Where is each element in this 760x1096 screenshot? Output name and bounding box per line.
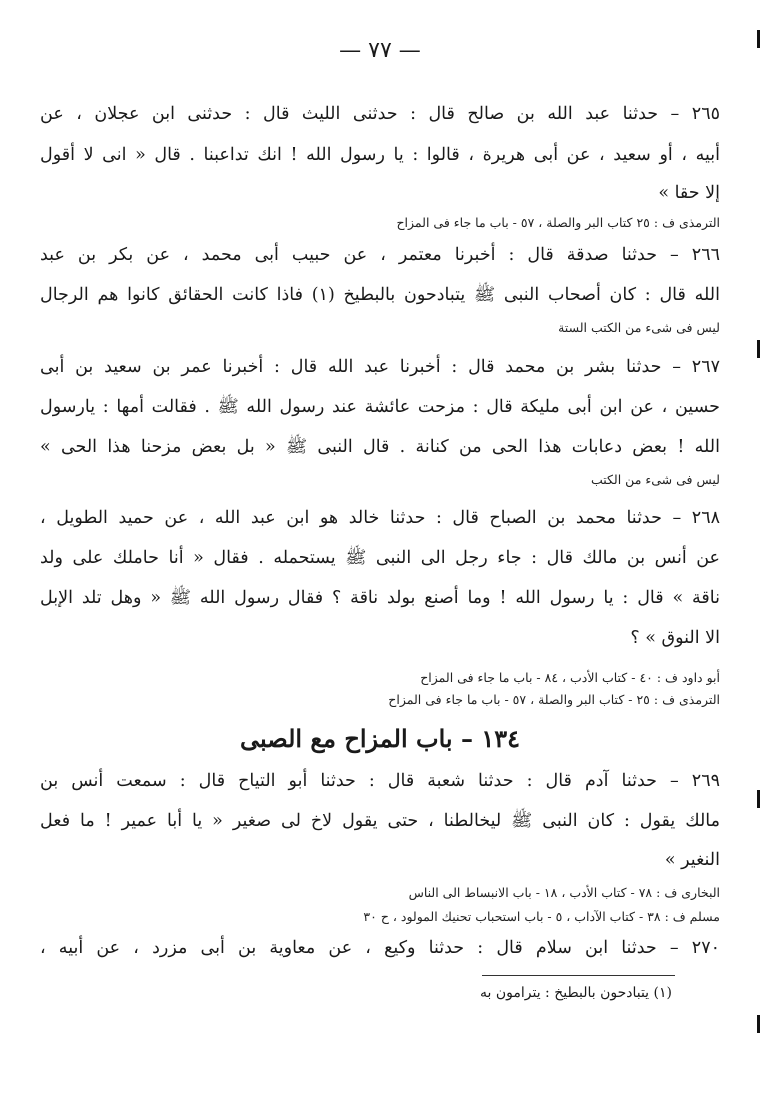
hadith-267-line-1: ٢٦٧ – حدثنا بشر بن محمد قال : أخبرنا عبد الله قال : أخبرنا عمر بن سعيد بن أبى: [40, 357, 720, 377]
hadith-267-line-3: الله ! بعض دعابات هذا الحى من كنانة . قال النبى ﷺ « بل بعض مزحنا هذا الحى »: [40, 437, 720, 457]
source-reference: الترمذى ف : ٢٥ - كتاب البر والصلة ، ٥٧ - باب ما جاء فى المزاح: [388, 692, 720, 707]
hadith-266-line-1: ٢٦٦ – حدثنا صدقة قال : أخبرنا معتمر ، عن حبيب أبى محمد ، عن بكر بن عبد: [40, 245, 720, 265]
hadith-265-line-2: أبيه ، أو سعيد ، عن أبى هريرة ، قالوا : يا رسول الله ! انك تداعبنا . قال « انى لا أقول: [40, 145, 720, 165]
chapter-heading: ١٣٤ – باب المزاح مع الصبى: [240, 724, 520, 753]
hadith-270-line-1: ٢٧٠ – حدثنا ابن سلام قال : حدثنا وكيع ، عن معاوية بن أبى مزرد ، عن أبيه ،: [40, 938, 720, 958]
source-reference: مسلم ف : ٣٨ - كتاب الآداب ، ٥ - باب استحباب تحنيك المولود ، ح ٣٠: [363, 909, 720, 924]
footnote-rule: [482, 975, 675, 976]
source-reference: ليس فى شىء من الكتب: [590, 472, 720, 487]
source-reference: ليس فى شىء من الكتب الستة: [558, 320, 720, 335]
hadith-269-line-2: مالك يقول : كان النبى ﷺ ليخالطنا ، حتى يقول لاخ لى صغير « يا أبا عمير ! ما فعل: [40, 811, 720, 831]
hadith-266-line-2: الله قال : كان أصحاب النبى ﷺ يتبادحون بالبطيخ (١) فاذا كانت الحقائق كانوا هم الرجال: [40, 285, 720, 305]
source-reference: أبو داود ف : ٤٠ - كتاب الأدب ، ٨٤ - باب ما جاء فى المزاح: [420, 670, 720, 685]
hadith-269-line-1: ٢٦٩ – حدثنا آدم قال : حدثنا شعبة قال : حدثنا أبو التياح قال : سمعت أنس بن: [40, 771, 720, 791]
hadith-265-line-3: إلا حقا »: [658, 183, 720, 203]
hadith-267-line-2: حسين ، عن ابن أبى مليكة قال : مزحت عائشة عند رسول الله ﷺ . فقالت أمها : يارسول: [40, 397, 720, 417]
footnote: (١) يتبادحون بالبطيخ : يترامون به: [480, 985, 672, 1001]
source-reference: الترمذى ف : ٢٥ كتاب البر والصلة ، ٥٧ - باب ما جاء فى المزاح: [396, 215, 720, 230]
hadith-268-line-4: الا النوق » ؟: [630, 628, 720, 648]
hadith-268-line-2: عن أنس بن مالك قال : جاء رجل الى النبى ﷺ يستحمله . فقال « أنا حاملك على ولد: [40, 548, 720, 568]
hadith-268-line-3: ناقة » قال : يا رسول الله ! وما أصنع بولد ناقة ؟ فقال رسول الله ﷺ « وهل تلد الإبل: [40, 588, 720, 608]
hadith-269-line-3: النغير »: [664, 850, 720, 870]
page-number: — ٧٧ —: [339, 38, 421, 63]
source-reference: البخارى ف : ٧٨ - كتاب الأدب ، ١٨ - باب الانبساط الى الناس: [408, 885, 720, 900]
hadith-268-line-1: ٢٦٨ – حدثنا محمد بن الصباح قال : حدثنا خالد هو ابن عبد الله ، عن حميد الطويل ،: [40, 508, 720, 528]
hadith-265-line-1: ٢٦٥ – حدثنا عبد الله بن صالح قال : حدثنى الليث قال : حدثنى ابن عجلان ، عن: [40, 104, 720, 124]
